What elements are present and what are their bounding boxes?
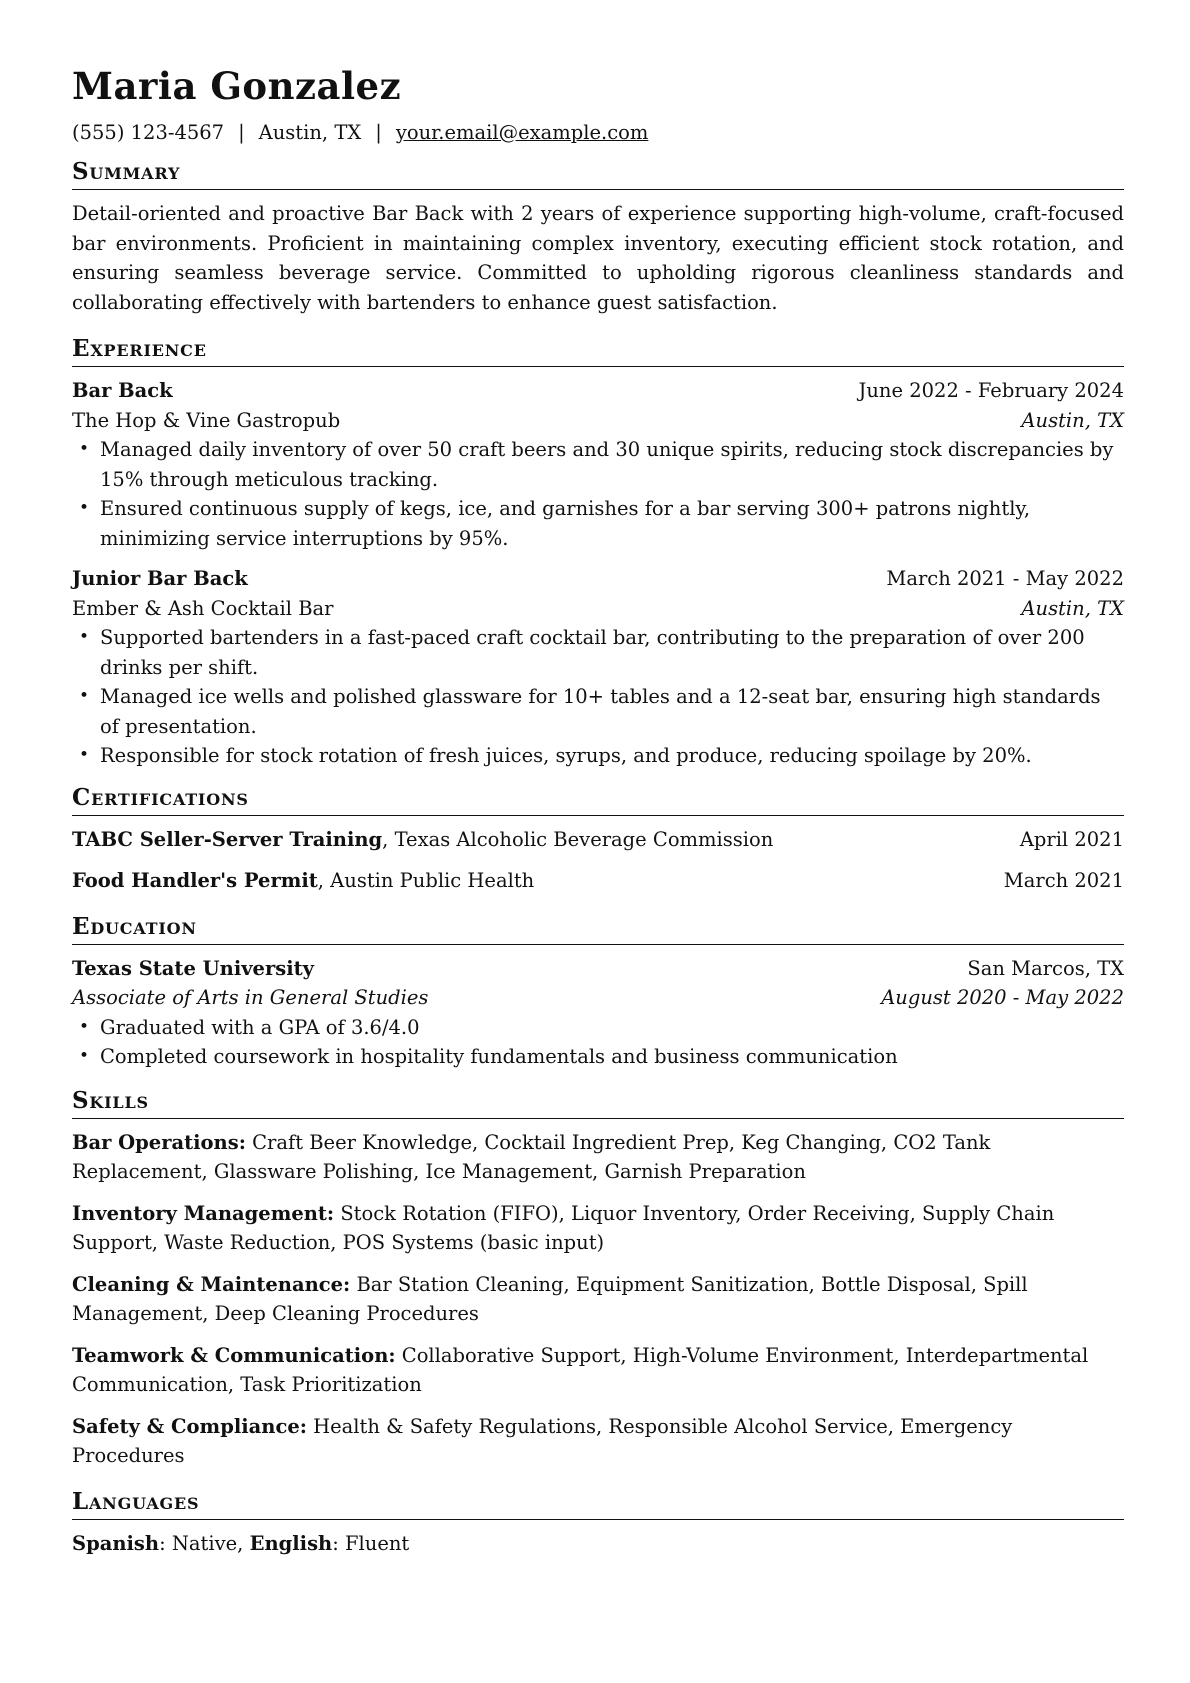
job-company: The Hop & Vine Gastropub: [72, 408, 341, 432]
education-bullets: [72, 1013, 1124, 1072]
skill-label: Safety & Compliance:: [72, 1414, 307, 1438]
job-location: Austin, TX: [1021, 408, 1124, 432]
list-item: • Responsible for stock rotation of fresh juices, syrups, and produce, reducing spoilage by 20%.: [72, 741, 1124, 771]
section-title-languages: Languages: [72, 1487, 1124, 1520]
skill-group: [72, 1412, 1124, 1471]
education-dates: August 2020 - May 2022: [881, 986, 1124, 1009]
education-subheader: [72, 983, 1124, 1013]
job-company: Ember & Ash Cocktail Bar: [72, 596, 334, 620]
section-title-skills: Skills: [72, 1086, 1124, 1119]
skill-group: [72, 1128, 1124, 1187]
skill-text: Craft Beer Knowledge, Cocktail Ingredient Prep, Keg Changing, CO2 Tank Replacement, Glassware Polishing, Ice Management, Garnish Preparation: [72, 1130, 991, 1183]
list-item: • Supported bartenders in a fast-paced craft cocktail bar, contributing to the preparation of over 200 drinks per shift.: [72, 623, 1124, 682]
skill-label: Cleaning & Maintenance:: [72, 1272, 351, 1296]
degree: Associate of Arts in General Studies: [72, 986, 429, 1009]
job-header: [72, 564, 1124, 594]
education-entry: [72, 954, 1124, 1072]
contact-separator: |: [238, 121, 245, 144]
certification-issuer: , Austin Public Health: [317, 869, 535, 892]
job-role: Junior Bar Back: [72, 567, 248, 590]
list-item: • Graduated with a GPA of 3.6/4.0: [72, 1013, 1124, 1043]
bullet-icon: •: [79, 498, 90, 518]
certification-date: April 2021: [1019, 827, 1124, 851]
bullet-icon: •: [79, 1016, 90, 1037]
resume-page: [72, 58, 1124, 1558]
contact-line: [72, 120, 1124, 146]
phone: (555) 123-4567: [72, 121, 225, 144]
job-dates: June 2022 - February 2024: [858, 379, 1124, 402]
bullet-icon: •: [79, 439, 90, 459]
skill-label: Bar Operations:: [72, 1130, 246, 1154]
list-item: • Managed daily inventory of over 50 craft beers and 30 unique spirits, reducing stock discrepancies by 15% through meticulous tracking.: [72, 435, 1124, 494]
location: Austin, TX: [258, 121, 362, 144]
certification-item: [72, 825, 1124, 855]
certification-item: [72, 866, 1124, 896]
job-entry: [72, 564, 1124, 771]
certification-name: TABC Seller-Server Training: [72, 827, 383, 851]
email-link[interactable]: your.email@example.com: [395, 121, 649, 144]
job-dates: March 2021 - May 2022: [886, 567, 1124, 590]
certification-date: March 2021: [1003, 869, 1124, 892]
skill-group: [72, 1199, 1124, 1258]
skill-label: Teamwork & Communication:: [72, 1343, 396, 1367]
job-role: Bar Back: [72, 379, 173, 402]
job-subheader: [72, 406, 1124, 436]
candidate-name: Maria Gonzalez: [72, 64, 402, 108]
certification-issuer: , Texas Alcoholic Beverage Commission: [382, 827, 774, 851]
language-level: : Native,: [159, 1531, 250, 1555]
languages-line: [72, 1529, 1124, 1559]
job-header: [72, 376, 1124, 406]
list-item: • Managed ice wells and polished glassware for 10+ tables and a 12-seat bar, ensuring high standards of presentation.: [72, 682, 1124, 741]
section-title-certifications: Certifications: [72, 783, 1124, 816]
job-entry: [72, 376, 1124, 553]
job-bullets: [72, 623, 1124, 771]
education-header: [72, 954, 1124, 984]
skill-text: Health & Safety Regulations, Responsible Alcohol Service, Emergency Procedures: [72, 1414, 1013, 1467]
skill-group: [72, 1341, 1124, 1400]
school-location: San Marcos, TX: [967, 956, 1124, 980]
job-location: Austin, TX: [1021, 596, 1124, 620]
list-item: • Ensured continuous supply of kegs, ice, and garnishes for a bar serving 300+ patrons nightly, minimizing service interruptions by 95%.: [72, 494, 1124, 553]
section-title-education: Education: [72, 912, 1124, 945]
bullet-icon: •: [79, 627, 90, 647]
section-title-summary: Summary: [72, 157, 1124, 190]
summary-text: Detail-oriented and proactive Bar Back with 2 years of experience supporting high-volume, craft-focused bar environments. Proficient in maintaining complex inventory, executing efficient stock rotation, and ensuring seamless beverage service. Committed to upholding rigorous cleanliness standards and collaborating effectively with bartenders to enhance guest satisfaction.: [72, 202, 1124, 314]
skill-text: Stock Rotation (FIFO), Liquor Inventory, Order Receiving, Supply Chain Support, Waste Reduction, POS Systems (basic input): [72, 1201, 1055, 1254]
bullet-icon: •: [79, 686, 90, 706]
bullet-icon: •: [79, 1046, 90, 1066]
job-bullets: [72, 435, 1124, 553]
list-item: • Completed coursework in hospitality fundamentals and business communication: [72, 1042, 1124, 1072]
skill-group: [72, 1270, 1124, 1329]
skill-label: Inventory Management:: [72, 1201, 335, 1225]
language-name: English: [249, 1531, 333, 1555]
contact-separator: |: [375, 121, 382, 144]
skill-text: Bar Station Cleaning, Equipment Sanitization, Bottle Disposal, Spill Management, Deep Cleaning Procedures: [72, 1272, 1028, 1325]
language-level: : Fluent: [332, 1531, 410, 1555]
certification-name: Food Handler's Permit: [72, 869, 318, 892]
school-name: Texas State University: [72, 956, 314, 980]
job-subheader: [72, 594, 1124, 624]
skill-text: Collaborative Support, High-Volume Environment, Interdepartmental Communication, Task Prioritization: [72, 1343, 1089, 1396]
section-title-experience: Experience: [72, 334, 1124, 367]
language-name: Spanish: [72, 1531, 160, 1555]
bullet-icon: •: [79, 745, 90, 765]
